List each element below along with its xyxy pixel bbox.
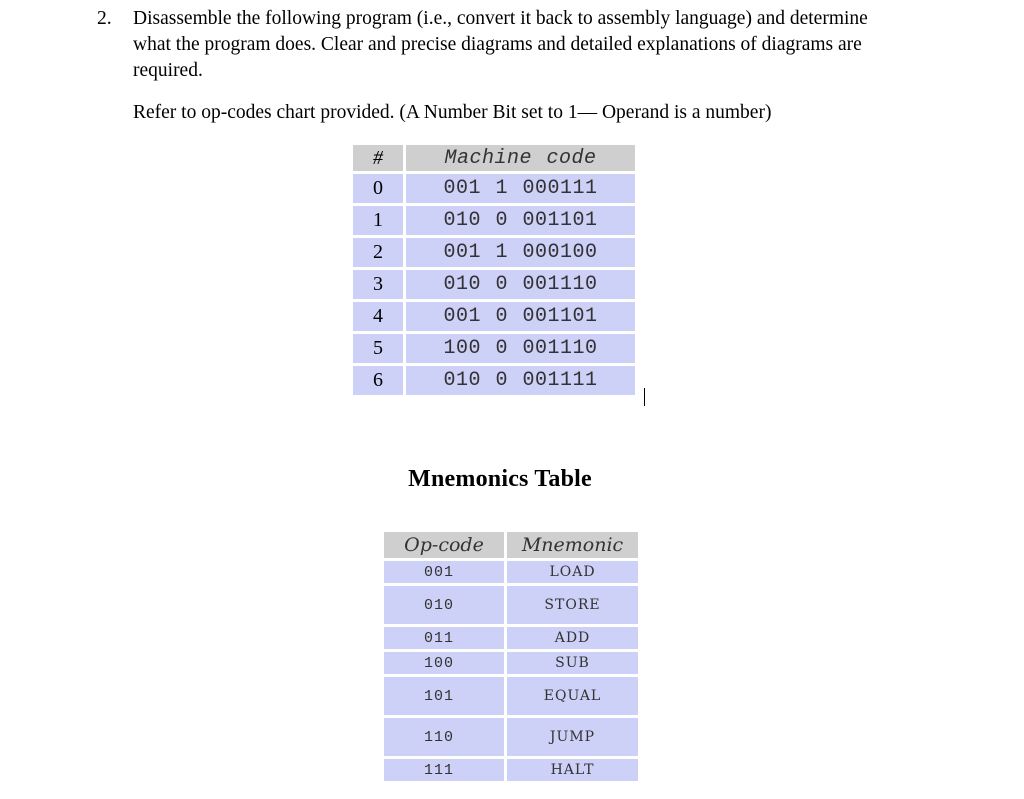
row-number: 6 xyxy=(353,366,403,395)
mnemonics-title: Mnemonics Table xyxy=(408,466,592,492)
row-machine-code: 001 1 000100 xyxy=(406,238,635,267)
row-opcode: 101 xyxy=(384,677,504,715)
row-mnemonic: SUB xyxy=(507,652,638,674)
table-row xyxy=(384,652,638,674)
table-row xyxy=(353,238,635,267)
row-opcode: 110 xyxy=(384,718,504,756)
table-row xyxy=(384,759,638,781)
row-mnemonic: HALT xyxy=(507,759,638,781)
row-opcode: 001 xyxy=(384,561,504,583)
table-row xyxy=(353,174,635,203)
table-row xyxy=(384,586,638,624)
table-row xyxy=(353,302,635,331)
row-opcode: 011 xyxy=(384,627,504,649)
row-mnemonic: EQUAL xyxy=(507,677,638,715)
row-mnemonic: ADD xyxy=(507,627,638,649)
table-row xyxy=(384,677,638,715)
machine-code-table xyxy=(350,142,638,398)
question-refer-note: Refer to op-codes chart provided. (A Number Bit set to 1— Operand is a number) xyxy=(133,102,772,123)
row-opcode: 010 xyxy=(384,586,504,624)
row-mnemonic: LOAD xyxy=(507,561,638,583)
table-row xyxy=(353,270,635,299)
row-number: 3 xyxy=(353,270,403,299)
header-number: # xyxy=(353,145,403,171)
row-opcode: 100 xyxy=(384,652,504,674)
question-text xyxy=(133,6,933,84)
header-opcode: Op-code xyxy=(384,532,504,558)
row-opcode: 111 xyxy=(384,759,504,781)
question-line-3: required. xyxy=(133,60,203,81)
row-machine-code: 010 0 001101 xyxy=(406,206,635,235)
row-number: 2 xyxy=(353,238,403,267)
table-row xyxy=(384,718,638,756)
row-machine-code: 001 1 000111 xyxy=(406,174,635,203)
question-line-2: what the program does. Clear and precise diagrams and detailed explanations of diagrams are xyxy=(133,34,862,55)
row-number: 0 xyxy=(353,174,403,203)
mnemonics-header-row xyxy=(384,532,638,558)
mnemonics-table xyxy=(381,529,641,784)
table-row xyxy=(353,206,635,235)
row-number: 5 xyxy=(353,334,403,363)
header-mnemonic: Mnemonic xyxy=(507,532,638,558)
table-row xyxy=(384,627,638,649)
row-number: 4 xyxy=(353,302,403,331)
table-row xyxy=(353,366,635,395)
row-machine-code: 010 0 001110 xyxy=(406,270,635,299)
text-cursor xyxy=(644,388,645,406)
row-mnemonic: STORE xyxy=(507,586,638,624)
row-machine-code: 100 0 001110 xyxy=(406,334,635,363)
question-number: 2. xyxy=(97,8,112,29)
header-machine-code: Machine code xyxy=(406,145,635,171)
row-machine-code: 001 0 001101 xyxy=(406,302,635,331)
machine-code-header-row xyxy=(353,145,635,171)
row-machine-code: 010 0 001111 xyxy=(406,366,635,395)
table-row xyxy=(384,561,638,583)
table-row xyxy=(353,334,635,363)
question-line-1: Disassemble the following program (i.e., convert it back to assembly language) and determine xyxy=(133,8,868,29)
row-number: 1 xyxy=(353,206,403,235)
row-mnemonic: JUMP xyxy=(507,718,638,756)
